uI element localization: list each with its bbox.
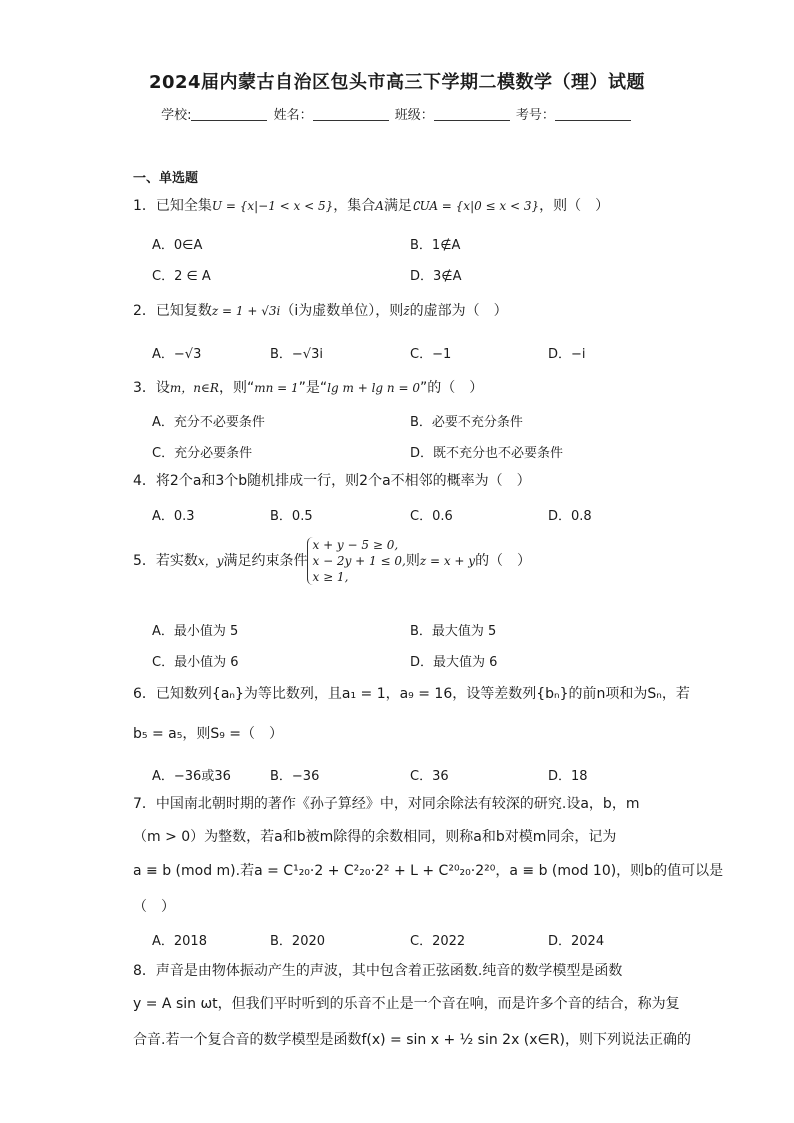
q3-option-d[interactable]: D．既不充分也不必要条件	[410, 446, 564, 461]
question-7-line-1: 7．中国南北朝时期的著作《孙子算经》中，对同余除法有较深的研究.设a，b，m	[133, 796, 640, 812]
q5-text-mid: 满足约束条件	[223, 553, 308, 569]
q1-option-a[interactable]: A．0∈A	[152, 238, 203, 253]
q5-constraint-1: x + y − 5 ≥ 0,	[312, 538, 399, 552]
q1-condition: ∁UA = {x|0 ≤ x < 3}	[411, 199, 540, 213]
q1-text-post: ，则（ ）	[539, 198, 610, 214]
name-blank[interactable]	[313, 108, 389, 121]
q5-text-post: 的（ ）	[475, 553, 532, 569]
q5-text-pre: 5．若实数	[133, 553, 198, 569]
school-label: 学校:	[161, 108, 192, 123]
q4-option-b[interactable]: B．0.5	[270, 509, 313, 524]
question-5	[133, 537, 531, 585]
q1-text-mid: ，集合	[333, 198, 376, 214]
q6-option-d[interactable]: D．18	[548, 769, 588, 784]
q2-z: z = 1 + √3i	[211, 304, 281, 318]
student-info-line	[0, 104, 794, 123]
q5-option-c[interactable]: C．最小值为 6	[152, 655, 239, 670]
question-3	[133, 378, 483, 398]
q5-objective: z = x + y	[419, 554, 476, 568]
q1-set-u: U = {x|−1 < x < 5}	[211, 199, 334, 213]
q3-option-b[interactable]: B．必要不充分条件	[410, 415, 523, 430]
q6-option-a[interactable]: A．−36或36	[152, 769, 231, 784]
q4-option-a[interactable]: A．0.3	[152, 509, 195, 524]
q7-option-c[interactable]: C．2022	[410, 934, 466, 949]
q5-option-b[interactable]: B．最大值为 5	[410, 624, 497, 639]
q5-text-mid2: 则	[405, 553, 420, 569]
q2-text-mid: （i为虚数单位），则	[280, 303, 404, 319]
q3-option-c[interactable]: C．充分必要条件	[152, 446, 253, 461]
q3-text-mid: ，则“	[218, 380, 255, 396]
q2-zbar: z̄	[403, 304, 410, 318]
question-8-line-2: y = A sin ωt，但我们平时听到的乐音不止是一个音在响，而是许多个音的结合，称为复	[133, 996, 680, 1012]
q2-text-post: 的虚部为（ ）	[409, 303, 508, 319]
q5-constraint-system	[307, 537, 405, 585]
number-blank[interactable]	[555, 108, 631, 121]
question-7-line-3: a ≡ b (mod m).若a = C¹₂₀·2 + C²₂₀·2² + L + C²⁰₂₀·2²⁰，a ≡ b (mod 10)，则b的值可以是	[133, 863, 724, 879]
school-blank[interactable]	[191, 108, 267, 121]
q2-option-c[interactable]: C．−1	[410, 347, 452, 362]
q3-option-a[interactable]: A．充分不必要条件	[152, 415, 265, 430]
question-6-line-1: 6．已知数列{aₙ}为等比数列，且a₁ = 1，a₉ = 16，设等差数列{bₙ}的前n项和为Sₙ，若	[133, 686, 690, 702]
q6-option-b[interactable]: B．−36	[270, 769, 320, 784]
q7-option-b[interactable]: B．2020	[270, 934, 326, 949]
question-4: 4．将2个a和3个b随机排成一行，则2个a不相邻的概率为（ ）	[133, 473, 531, 489]
q2-option-b[interactable]: B．−√3i	[270, 347, 323, 362]
class-label: 班级：	[394, 108, 434, 123]
q3-cond1: mn = 1	[254, 381, 299, 395]
q1-text-mid2: 满足	[383, 198, 412, 214]
q3-vars: m，n∈R	[169, 381, 219, 395]
q5-option-d[interactable]: D．最大值为 6	[410, 655, 498, 670]
q4-option-c[interactable]: C．0.6	[410, 509, 453, 524]
q1-text-pre: 1．已知全集	[133, 198, 212, 214]
q1-option-c[interactable]: C．2 ∈ A	[152, 269, 211, 284]
q5-constraint-3: x ≥ 1,	[312, 570, 349, 584]
q5-vars: x，y	[197, 554, 224, 568]
q3-cond2: lg m + lg n = 0	[327, 381, 420, 395]
q1-option-d[interactable]: D．3∉A	[410, 269, 462, 284]
number-label: 考号：	[515, 108, 555, 123]
q4-option-d[interactable]: D．0.8	[548, 509, 592, 524]
q6-option-c[interactable]: C．36	[410, 769, 449, 784]
q1-option-b[interactable]: B．1∉A	[410, 238, 461, 253]
question-8-line-3: 合音.若一个复合音的数学模型是函数f(x) = sin x + ½ sin 2x (x∈R)，则下列说法正确的	[133, 1032, 691, 1048]
question-1	[133, 196, 609, 216]
q2-text-pre: 2．已知复数	[133, 303, 212, 319]
name-label: 姓名：	[273, 108, 313, 123]
question-7-line-2: （m > 0）为整数，若a和b被m除得的余数相同，则称a和b对模m同余，记为	[133, 829, 617, 845]
q2-option-d[interactable]: D．−i	[548, 347, 586, 362]
q7-option-a[interactable]: A．2018	[152, 934, 207, 949]
q3-text-post: ”的（ ）	[419, 380, 484, 396]
question-7-line-4: （ ）	[133, 899, 175, 915]
section-heading: 一、单选题	[133, 171, 199, 186]
q3-text-mid2: ”是“	[298, 380, 328, 396]
q5-option-a[interactable]: A．最小值为 5	[152, 624, 239, 639]
q7-option-d[interactable]: D．2024	[548, 934, 605, 949]
q2-option-a[interactable]: A．−√3	[152, 347, 202, 362]
q1-set-a: A	[375, 199, 384, 213]
q3-text-pre: 3．设	[133, 380, 170, 396]
question-8-line-1: 8．声音是由物体振动产生的声波，其中包含着正弦函数.纯音的数学模型是函数	[133, 963, 623, 979]
page-title: 2024届内蒙古自治区包头市高三下学期二模数学（理）试题	[148, 72, 646, 93]
class-blank[interactable]	[434, 108, 510, 121]
question-2	[133, 301, 508, 321]
question-6-line-2: b₅ = a₅，则S₉ =（ ）	[133, 726, 284, 742]
q5-constraint-2: x − 2y + 1 ≤ 0,	[312, 554, 406, 568]
